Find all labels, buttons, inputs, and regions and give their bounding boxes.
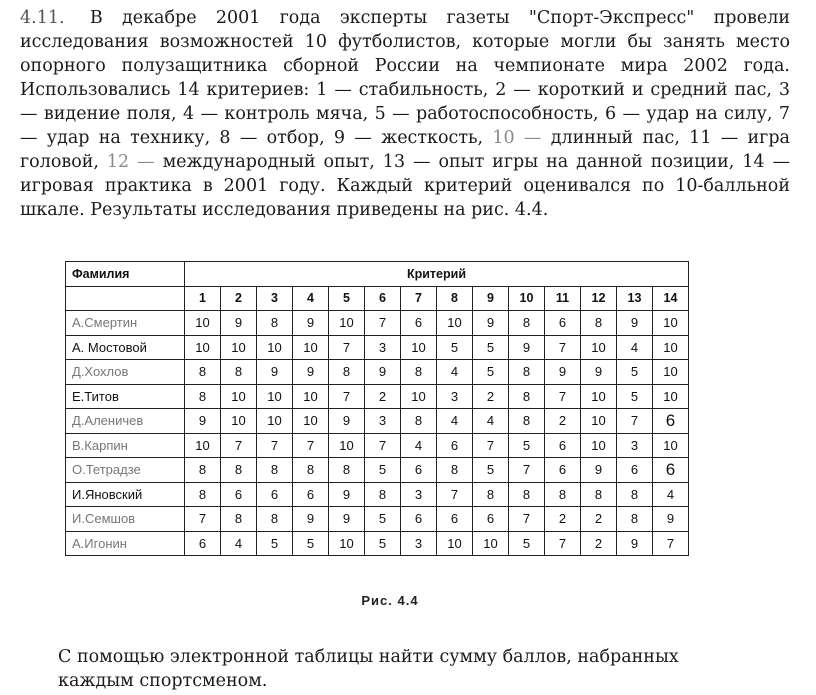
score-cell: 8	[509, 409, 545, 434]
criterion-number: 10	[509, 286, 545, 311]
score-cell: 7	[185, 507, 221, 532]
score-cell: 10	[653, 335, 689, 360]
score-cell: 8	[221, 458, 257, 483]
score-cell: 2	[365, 384, 401, 409]
score-cell: 6	[185, 531, 221, 556]
player-name: Д.Хохлов	[66, 360, 185, 385]
score-cell: 9	[185, 409, 221, 434]
score-cell: 5	[365, 458, 401, 483]
score-cell: 2	[545, 409, 581, 434]
score-cell: 2	[473, 384, 509, 409]
score-cell: 9	[293, 311, 329, 336]
criterion-number: 6	[365, 286, 401, 311]
score-cell: 10	[581, 384, 617, 409]
player-name: В.Карпин	[66, 433, 185, 458]
empty-header-cell	[66, 286, 185, 311]
score-cell: 9	[329, 507, 365, 532]
figure-caption: Рис. 4.4	[361, 593, 419, 608]
score-cell: 10	[329, 311, 365, 336]
problem-statement	[20, 6, 790, 222]
score-cell: 8	[617, 482, 653, 507]
score-cell: 9	[581, 360, 617, 385]
score-cell: 9	[545, 360, 581, 385]
score-cell: 6	[545, 433, 581, 458]
player-name: О.Тетрадзе	[66, 458, 185, 483]
score-cell: 9	[293, 507, 329, 532]
score-cell: 7	[437, 482, 473, 507]
criteria-number-row	[66, 286, 689, 311]
table-row	[66, 384, 689, 409]
score-cell: 6	[221, 482, 257, 507]
score-cell: 10	[653, 433, 689, 458]
player-name: И.Семшов	[66, 507, 185, 532]
criterion-number: 5	[329, 286, 365, 311]
score-cell: 10	[437, 531, 473, 556]
criterion-number: 4	[293, 286, 329, 311]
score-cell: 9	[473, 311, 509, 336]
score-cell: 10	[257, 409, 293, 434]
score-cell: 8	[221, 360, 257, 385]
score-cell: 10	[257, 335, 293, 360]
score-cell: 4	[473, 409, 509, 434]
player-name: Е.Титов	[66, 384, 185, 409]
table-row	[66, 311, 689, 336]
score-cell: 10	[329, 433, 365, 458]
score-cell: 6	[545, 311, 581, 336]
score-cell: 10	[293, 384, 329, 409]
score-cell: 4	[617, 335, 653, 360]
criterion-number: 13	[617, 286, 653, 311]
score-cell: 5	[437, 335, 473, 360]
score-cell: 3	[401, 482, 437, 507]
score-cell: 8	[509, 311, 545, 336]
player-name: А.Смертин	[66, 311, 185, 336]
score-cell: 5	[509, 433, 545, 458]
score-cell: 8	[329, 458, 365, 483]
criterion-number: 7	[401, 286, 437, 311]
table-row	[66, 409, 689, 434]
score-cell: 6	[437, 433, 473, 458]
score-cell: 10	[185, 335, 221, 360]
score-cell: 7	[545, 531, 581, 556]
score-cell: 10	[293, 335, 329, 360]
criterion-number: 8	[437, 286, 473, 311]
score-cell: 8	[581, 482, 617, 507]
player-name: Д.Аленичев	[66, 409, 185, 434]
score-cell: 7	[653, 531, 689, 556]
score-cell: 6	[653, 458, 689, 483]
score-cell: 6	[473, 507, 509, 532]
score-cell: 7	[545, 384, 581, 409]
score-cell: 8	[581, 311, 617, 336]
score-cell: 10	[293, 409, 329, 434]
score-cell: 9	[509, 335, 545, 360]
score-cell: 6	[437, 507, 473, 532]
score-cell: 4	[653, 482, 689, 507]
score-cell: 7	[545, 335, 581, 360]
score-cell: 7	[509, 458, 545, 483]
score-cell: 8	[185, 458, 221, 483]
score-cell: 8	[185, 482, 221, 507]
score-cell: 3	[365, 335, 401, 360]
table-row	[66, 507, 689, 532]
score-cell: 10	[401, 335, 437, 360]
table-row	[66, 360, 689, 385]
problem-text-faded1: 10 —	[492, 128, 542, 148]
score-cell: 8	[221, 507, 257, 532]
table-row	[66, 335, 689, 360]
score-cell: 10	[257, 384, 293, 409]
score-cell: 8	[185, 360, 221, 385]
criterion-number: 3	[257, 286, 293, 311]
score-cell: 7	[365, 433, 401, 458]
score-cell: 5	[473, 360, 509, 385]
score-cell: 10	[221, 384, 257, 409]
score-cell: 10	[653, 311, 689, 336]
score-cell: 5	[509, 531, 545, 556]
score-cell: 3	[401, 531, 437, 556]
score-cell: 3	[365, 409, 401, 434]
score-cell: 7	[221, 433, 257, 458]
score-cell: 10	[653, 360, 689, 385]
score-cell: 10	[581, 433, 617, 458]
score-cell: 7	[329, 384, 365, 409]
score-cell: 7	[365, 311, 401, 336]
criterion-number: 11	[545, 286, 581, 311]
score-cell: 8	[473, 482, 509, 507]
table-row	[66, 458, 689, 483]
score-cell: 6	[401, 311, 437, 336]
criterion-number: 2	[221, 286, 257, 311]
score-cell: 8	[509, 482, 545, 507]
score-cell: 2	[581, 507, 617, 532]
table-row	[66, 433, 689, 458]
score-cell: 5	[365, 531, 401, 556]
score-cell: 10	[437, 311, 473, 336]
score-cell: 3	[437, 384, 473, 409]
score-cell: 9	[293, 360, 329, 385]
scores-body	[66, 311, 689, 556]
score-cell: 8	[257, 507, 293, 532]
score-cell: 7	[617, 409, 653, 434]
score-cell: 4	[437, 409, 473, 434]
problem-text-faded2: 12 —	[106, 152, 155, 172]
score-cell: 10	[329, 531, 365, 556]
criterion-number: 14	[653, 286, 689, 311]
score-cell: 10	[401, 384, 437, 409]
score-cell: 10	[581, 409, 617, 434]
player-name: А.Игонин	[66, 531, 185, 556]
score-cell: 9	[221, 311, 257, 336]
score-cell: 5	[257, 531, 293, 556]
task-text: С помощью электронной таблицы найти сумму баллов, набранных каждым спортсменом.	[58, 647, 679, 691]
score-cell: 6	[401, 507, 437, 532]
score-cell: 2	[545, 507, 581, 532]
score-cell: 9	[653, 507, 689, 532]
score-cell: 4	[401, 433, 437, 458]
score-cell: 7	[473, 433, 509, 458]
score-cell: 10	[221, 335, 257, 360]
score-cell: 8	[545, 482, 581, 507]
score-cell: 10	[185, 311, 221, 336]
score-cell: 6	[293, 482, 329, 507]
score-cell: 7	[257, 433, 293, 458]
score-cell: 8	[365, 482, 401, 507]
score-cell: 2	[581, 531, 617, 556]
score-cell: 9	[581, 458, 617, 483]
score-cell: 5	[617, 384, 653, 409]
score-cell: 9	[257, 360, 293, 385]
score-cell: 4	[437, 360, 473, 385]
score-cell: 7	[293, 433, 329, 458]
score-cell: 10	[653, 384, 689, 409]
score-cell: 8	[617, 507, 653, 532]
score-cell: 9	[329, 482, 365, 507]
score-cell: 6	[617, 458, 653, 483]
score-cell: 10	[473, 531, 509, 556]
score-cell: 10	[185, 433, 221, 458]
score-cell: 4	[221, 531, 257, 556]
score-cell: 8	[509, 384, 545, 409]
score-cell: 8	[401, 360, 437, 385]
criteria-column-header: Критерий	[185, 262, 689, 287]
score-cell: 3	[617, 433, 653, 458]
score-cell: 8	[401, 409, 437, 434]
problem-text-part3: международный опыт, 13 — опыт игры на данной позиции, 14 — игровая практика в 2001 году. Каждый критерий оценивался по 10-балльной шкале. Результаты исследования приведены на рис. 4.4.	[20, 152, 790, 220]
score-cell: 8	[509, 360, 545, 385]
score-cell: 7	[509, 507, 545, 532]
problem-text-part2: длинный пас, 11 — игра головой,	[20, 128, 790, 172]
score-cell: 9	[617, 531, 653, 556]
criterion-number: 12	[581, 286, 617, 311]
score-cell: 8	[437, 458, 473, 483]
score-cell: 8	[293, 458, 329, 483]
score-cell: 6	[401, 458, 437, 483]
score-cell: 5	[617, 360, 653, 385]
name-column-header: Фамилия	[66, 262, 185, 287]
score-cell: 9	[365, 360, 401, 385]
score-cell: 10	[581, 335, 617, 360]
table-row	[66, 482, 689, 507]
score-cell: 7	[329, 335, 365, 360]
table-row	[66, 531, 689, 556]
problem-number: 4.11.	[20, 8, 65, 28]
score-cell: 5	[473, 335, 509, 360]
score-cell: 5	[473, 458, 509, 483]
scores-table-wrapper	[65, 261, 689, 556]
score-cell: 6	[257, 482, 293, 507]
score-cell: 8	[257, 311, 293, 336]
problem-text-part1: В декабре 2001 года эксперты газеты "Спорт-Экспресс" провели исследования возможностей 10 футболистов, которые могли бы занять место опорного полузащитника сборной России на чемпионате мира 2002 года. Использовались 14 критериев: 1 — стабильность, 2 — короткий и средний пас, 3 — видение поля, 4 — контроль мяча, 5 — работоспособность, 6 — удар на силу, 7 — удар на технику, 8 — отбор, 9 — жесткость,	[20, 8, 790, 148]
score-cell: 6	[653, 409, 689, 434]
player-name: А. Мостовой	[66, 335, 185, 360]
scores-table	[65, 261, 689, 556]
score-cell: 8	[329, 360, 365, 385]
score-cell: 8	[185, 384, 221, 409]
player-name: И.Яновский	[66, 482, 185, 507]
score-cell: 5	[365, 507, 401, 532]
criterion-number: 1	[185, 286, 221, 311]
score-cell: 10	[221, 409, 257, 434]
criterion-number: 9	[473, 286, 509, 311]
table-header-row	[66, 262, 689, 287]
score-cell: 9	[329, 409, 365, 434]
score-cell: 9	[617, 311, 653, 336]
score-cell: 8	[257, 458, 293, 483]
score-cell: 6	[545, 458, 581, 483]
score-cell: 5	[293, 531, 329, 556]
